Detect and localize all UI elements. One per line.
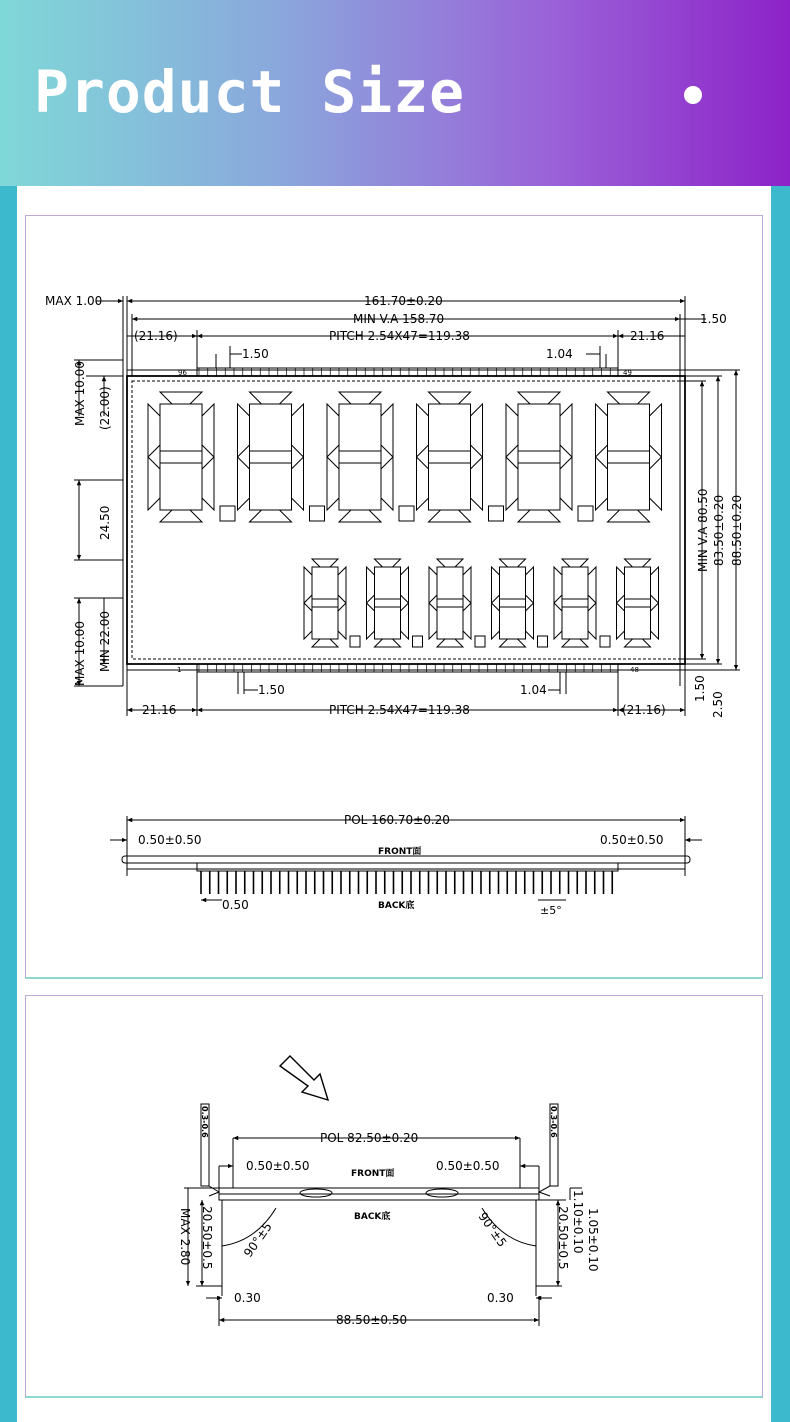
end-front: FRONT面 bbox=[351, 1169, 395, 1179]
digit-segment bbox=[304, 603, 312, 639]
decimal-point bbox=[310, 506, 325, 521]
digit-window bbox=[562, 567, 588, 599]
digit-window bbox=[518, 463, 560, 510]
digit-window bbox=[312, 567, 338, 599]
end-right-2050: 20.50±0.5 bbox=[556, 1206, 570, 1270]
side-glass-bottom bbox=[127, 863, 685, 869]
digit-segment bbox=[339, 451, 381, 463]
digit-window bbox=[500, 567, 526, 599]
dim-right2-250: 2.50 bbox=[711, 691, 725, 718]
digit-window bbox=[339, 463, 381, 510]
end-right-050: 0.50±0.50 bbox=[436, 1159, 500, 1173]
digit-segment bbox=[367, 603, 375, 639]
digit-segment bbox=[500, 599, 526, 607]
dim-pitch-bottom: PITCH 2.54X47=119.38 bbox=[329, 703, 470, 717]
digit-segment bbox=[625, 559, 651, 567]
digit-segment bbox=[339, 510, 381, 522]
digit-segment bbox=[492, 567, 500, 603]
dim-2450: 24.50 bbox=[98, 505, 112, 540]
end-pin-note-right: 0.3-0.6 bbox=[549, 1106, 558, 1138]
bottom-pin-teeth bbox=[199, 664, 610, 672]
dim-min-va-width: MIN V.A 158.70 bbox=[353, 312, 445, 326]
digit-window bbox=[625, 607, 651, 639]
digit-segment bbox=[429, 510, 471, 522]
digit-segment bbox=[608, 392, 650, 404]
dim-max-10-top: MAX 10.00 bbox=[73, 361, 87, 426]
digit-window bbox=[429, 404, 471, 451]
digit-segment bbox=[437, 639, 463, 647]
digit-segment bbox=[437, 559, 463, 567]
digit-window bbox=[437, 607, 463, 639]
digit-segment bbox=[250, 392, 292, 404]
header-banner bbox=[0, 0, 790, 186]
digit-segment bbox=[148, 404, 160, 457]
end-glass-top bbox=[219, 1188, 539, 1194]
glass-outline bbox=[127, 376, 685, 664]
end-back: BACK底 bbox=[354, 1212, 391, 1222]
lcd-front-drawing bbox=[26, 216, 762, 977]
digit-segment bbox=[526, 567, 534, 603]
digit-segment bbox=[588, 567, 596, 603]
digit-segment bbox=[500, 639, 526, 647]
digit-window bbox=[375, 567, 401, 599]
dim-top-150: 1.50 bbox=[242, 347, 269, 361]
digit-segment bbox=[312, 599, 338, 607]
digit-window bbox=[562, 607, 588, 639]
end-right-105: 1.05±0.10 bbox=[586, 1208, 600, 1272]
pin-label-48: 48 bbox=[630, 666, 639, 674]
dim-min-va-height: MIN V.A 80.50 bbox=[696, 488, 710, 572]
side-pin-050: 0.50 bbox=[222, 898, 249, 912]
side-back: BACK底 bbox=[378, 901, 415, 911]
dot-icon bbox=[684, 86, 702, 104]
digit-segment bbox=[148, 457, 160, 510]
digit-segment bbox=[375, 599, 401, 607]
digit-window bbox=[375, 607, 401, 639]
dim-pitch-top: PITCH 2.54X47=119.38 bbox=[329, 329, 470, 343]
digit-segment bbox=[312, 639, 338, 647]
digit-segment bbox=[554, 603, 562, 639]
top-pin-teeth bbox=[199, 368, 610, 376]
digit-segment bbox=[463, 567, 471, 603]
end-left-030: 0.30 bbox=[234, 1291, 261, 1305]
dim-overall-width: 161.70±0.20 bbox=[364, 294, 443, 308]
digit-segment bbox=[650, 457, 662, 510]
digit-segment bbox=[588, 603, 596, 639]
end-angle-right: 90°±5 bbox=[475, 1209, 510, 1250]
dim-min-22: MIN 22.00 bbox=[98, 610, 112, 672]
side-right-050: 0.50±0.50 bbox=[600, 833, 664, 847]
end-right-110: 1.10±0.10 bbox=[571, 1190, 585, 1254]
digit-segment bbox=[518, 451, 560, 463]
digit-segment bbox=[625, 639, 651, 647]
digit-segment bbox=[463, 603, 471, 639]
digit-window bbox=[608, 404, 650, 451]
digit-segment bbox=[429, 392, 471, 404]
digit-window bbox=[250, 463, 292, 510]
digit-segment bbox=[238, 404, 250, 457]
pin-label-96: 96 bbox=[178, 369, 187, 377]
digit-segment bbox=[327, 457, 339, 510]
pin-label-49: 49 bbox=[623, 369, 632, 377]
dim-22-paren: (22.00) bbox=[98, 386, 112, 430]
side-pin-legs bbox=[201, 871, 612, 894]
digit-segment bbox=[160, 510, 202, 522]
digit-segment bbox=[339, 392, 381, 404]
digit-segment bbox=[471, 457, 483, 510]
digit-window bbox=[250, 404, 292, 451]
digit-segment bbox=[608, 510, 650, 522]
digit-segment bbox=[160, 392, 202, 404]
digit-segment bbox=[471, 404, 483, 457]
small-digit-row bbox=[304, 559, 659, 647]
dim-bottom-150: 1.50 bbox=[258, 683, 285, 697]
digit-segment bbox=[625, 599, 651, 607]
digit-window bbox=[437, 567, 463, 599]
digit-segment bbox=[292, 404, 304, 457]
digit-segment bbox=[651, 603, 659, 639]
digit-segment bbox=[202, 404, 214, 457]
digit-segment bbox=[429, 603, 437, 639]
digit-segment bbox=[367, 567, 375, 603]
digit-segment bbox=[506, 404, 518, 457]
digit-segment bbox=[375, 559, 401, 567]
drawing-panel-bottom bbox=[25, 995, 763, 1398]
dim-max-10-bottom: MAX 10.00 bbox=[73, 621, 87, 686]
end-angle-left: 90°±5 bbox=[240, 1219, 275, 1260]
dim-bottom-left-2116: 21.16 bbox=[142, 703, 177, 717]
side-left-050: 0.50±0.50 bbox=[138, 833, 202, 847]
digit-segment bbox=[250, 451, 292, 463]
digit-segment bbox=[327, 404, 339, 457]
digit-segment bbox=[401, 603, 409, 639]
dim-8850: 88.50±0.20 bbox=[730, 494, 744, 566]
dim-top-104: 1.04 bbox=[546, 347, 573, 361]
digit-segment bbox=[250, 510, 292, 522]
digit-segment bbox=[375, 639, 401, 647]
decimal-point bbox=[399, 506, 414, 521]
dim-bottom-right-2116: (21.16) bbox=[622, 703, 666, 717]
digit-segment bbox=[562, 599, 588, 607]
digit-window bbox=[160, 463, 202, 510]
digit-segment bbox=[312, 559, 338, 567]
end-left-2050: 20.50±0.5 bbox=[200, 1206, 214, 1270]
dim-bottom-104: 1.04 bbox=[520, 683, 547, 697]
end-left-050: 0.50±0.50 bbox=[246, 1159, 310, 1173]
digit-window bbox=[608, 463, 650, 510]
digit-segment bbox=[500, 559, 526, 567]
page-title: Product Size bbox=[34, 58, 466, 126]
digit-segment bbox=[381, 404, 393, 457]
lcd-end-view-drawing bbox=[26, 996, 762, 1396]
decimal-point bbox=[475, 636, 485, 647]
decimal-point bbox=[538, 636, 548, 647]
dim-left-2116: (21.16) bbox=[134, 329, 178, 343]
decimal-point bbox=[413, 636, 423, 647]
digit-window bbox=[160, 404, 202, 451]
digit-segment bbox=[518, 510, 560, 522]
digit-segment bbox=[518, 392, 560, 404]
digit-segment bbox=[651, 567, 659, 603]
digit-segment bbox=[338, 603, 346, 639]
digit-segment bbox=[401, 567, 409, 603]
side-angle: ±5° bbox=[540, 904, 562, 917]
digit-segment bbox=[560, 457, 572, 510]
digit-segment bbox=[160, 451, 202, 463]
digit-segment bbox=[526, 603, 534, 639]
digit-segment bbox=[381, 457, 393, 510]
end-pol: POL 82.50±0.20 bbox=[320, 1131, 419, 1145]
digit-segment bbox=[429, 567, 437, 603]
digit-segment bbox=[429, 451, 471, 463]
side-pol: POL 160.70±0.20 bbox=[344, 813, 450, 827]
digit-segment bbox=[562, 559, 588, 567]
dim-8350: 83.50±0.20 bbox=[712, 494, 726, 566]
digit-window bbox=[339, 404, 381, 451]
view-arrow-icon bbox=[280, 1056, 328, 1100]
digit-segment bbox=[650, 404, 662, 457]
decimal-point bbox=[600, 636, 610, 647]
dim-max-1: MAX 1.00 bbox=[45, 294, 103, 308]
end-max-280: MAX 2.80 bbox=[178, 1208, 192, 1266]
digit-window bbox=[625, 567, 651, 599]
digit-segment bbox=[202, 457, 214, 510]
digit-segment bbox=[617, 567, 625, 603]
digit-segment bbox=[617, 603, 625, 639]
end-pin-note-left: 0.3-0.6 bbox=[200, 1106, 209, 1138]
digit-segment bbox=[596, 404, 608, 457]
end-width-8850: 88.50±0.50 bbox=[336, 1313, 408, 1327]
digit-window bbox=[518, 404, 560, 451]
digit-segment bbox=[304, 567, 312, 603]
decimal-point bbox=[578, 506, 593, 521]
digit-segment bbox=[560, 404, 572, 457]
digit-window bbox=[429, 463, 471, 510]
pin-label-1: 1 bbox=[177, 666, 182, 674]
digit-segment bbox=[238, 457, 250, 510]
side-pin-header bbox=[197, 863, 618, 871]
digit-segment bbox=[554, 567, 562, 603]
end-right-030: 0.30 bbox=[487, 1291, 514, 1305]
digit-segment bbox=[596, 457, 608, 510]
digit-segment bbox=[562, 639, 588, 647]
side-front: FRONT面 bbox=[378, 847, 422, 857]
decimal-point bbox=[489, 506, 504, 521]
large-digit-row bbox=[148, 392, 662, 522]
decimal-point bbox=[220, 506, 235, 521]
digit-segment bbox=[338, 567, 346, 603]
digit-segment bbox=[417, 457, 429, 510]
digit-segment bbox=[492, 603, 500, 639]
drawing-panel-top bbox=[25, 215, 763, 979]
decimal-point bbox=[350, 636, 360, 647]
dim-right-150: 1.50 bbox=[700, 312, 727, 326]
digit-window bbox=[312, 607, 338, 639]
end-glass-bottom bbox=[219, 1194, 539, 1200]
digit-segment bbox=[506, 457, 518, 510]
dim-right2-150: 1.50 bbox=[693, 675, 707, 702]
digit-segment bbox=[417, 404, 429, 457]
side-glass-top bbox=[122, 856, 690, 863]
dim-right-2116: 21.16 bbox=[630, 329, 665, 343]
digit-segment bbox=[292, 457, 304, 510]
digit-window bbox=[500, 607, 526, 639]
digit-segment bbox=[608, 451, 650, 463]
digit-segment bbox=[437, 599, 463, 607]
